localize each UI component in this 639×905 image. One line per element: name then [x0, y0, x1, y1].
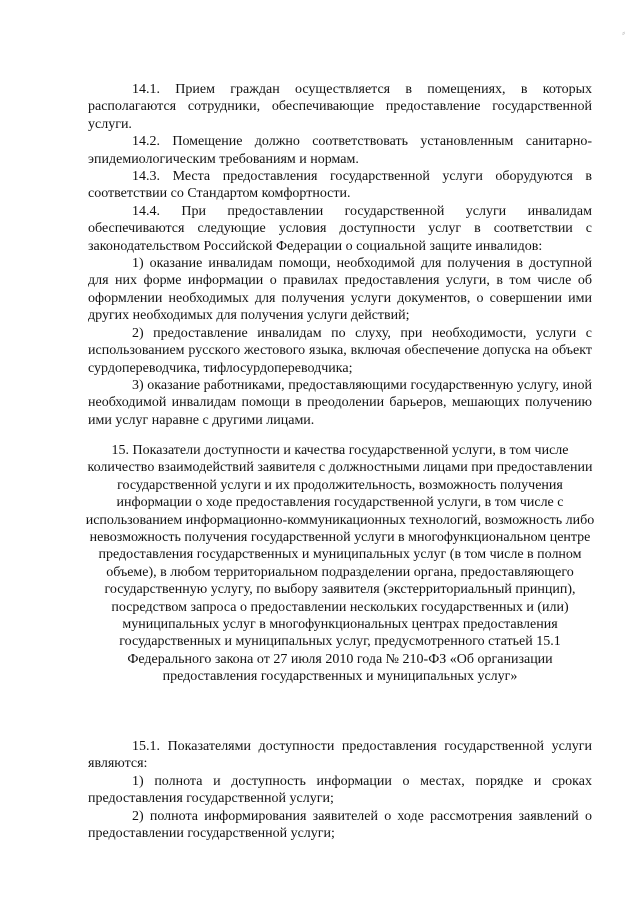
list-item-3: 3) оказание работниками, предоставляющими государственную услугу, иной необходимой инвалидам помощи в преодолении барьеров, мешающих получению ими услуг наравне с другими лицами.	[88, 377, 592, 428]
section-15-text	[88, 738, 592, 842]
section-14-text	[88, 81, 592, 429]
paragraph-14-3: 14.3. Места предоставления государственной услуги оборудуются в соответствии со Стандартом комфортности.	[88, 169, 592, 202]
paragraph-15-1: 15.1. Показателями доступности предоставления государственной услуги являются:	[88, 739, 592, 772]
paragraph-14-1: 14.1. Прием граждан осуществляется в помещениях, в которых располагаются сотрудники, обеспечивающие предоставление государственной услуги.	[88, 82, 592, 132]
list-item-2: 2) предоставление инвалидам по слуху, при необходимости, услуги с использованием русского жестового языка, включая обеспечение допуска на объект сурдопереводчика, тифлосурдопереводчика;	[88, 325, 592, 376]
section-15-heading: 15. Показатели доступности и качества государственной услуги, в том числе количество взаимодействий заявителя с должностными лицами при предоставлении государственной услуги и их продолжительность, возможность получения информации о ходе предоставления государственной услуги, в том числе с использованием информационно-коммуникационных технологий, возможность либо невозможность получения государственной услуги в многофункциональном центре предоставления государственных и муниципальных услуг (в том числе в полном объеме), в любом территориальном подразделении органа, предоставляющего государственную услугу, по выбору заявителя (экстерриториальный принцип), посредством запроса о предоставлении нескольких государственных и (или) муниципальных услуг в многофункциональных центрах предоставления государственных и муниципальных услуг, предусмотренного статьей 15.1 Федерального закона от 27 июля 2010 года № 210-ФЗ «Об организации предоставления государственных и муниципальных услуг»	[85, 443, 595, 685]
list-item-1: 1) оказание инвалидам помощи, необходимой для получения в доступной для них форме информации о правилах предоставления услуги, в том числе об оформлении необходимых для получения услуги документов, о совершении ими других необходимых для получения услуги действий;	[88, 256, 592, 324]
paragraph-14-2: 14.2. Помещение должно соответствовать установленным санитарно-эпидемиологическим требованиям и нормам.	[88, 134, 592, 167]
paragraph-14-4: 14.4. При предоставлении государственной услуги инвалидам обеспечиваются следующие условия доступности услуг в соответствии с законодательством Российской Федерации о социальной защите инвалидов:	[88, 203, 592, 254]
scan-mark: ⸗	[622, 28, 626, 39]
list-item-15-1: 1) полнота и доступность информации о местах, порядке и сроках предоставления государственной услуги;	[88, 773, 592, 807]
list-item-15-2: 2) полнота информирования заявителей о ходе рассмотрения заявлений о предоставлении государственной услуги;	[88, 808, 592, 842]
